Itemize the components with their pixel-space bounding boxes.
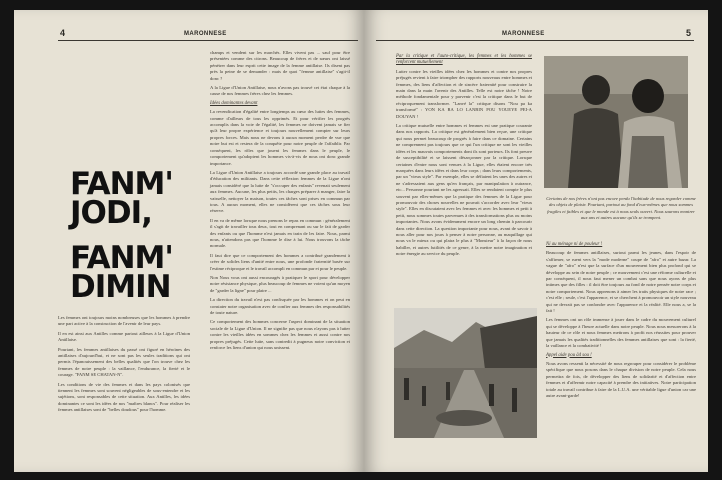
running-head-left: MARONNESE	[184, 31, 227, 37]
subheading: Appel aide pou â4 sou !	[546, 352, 592, 358]
right-page	[364, 10, 708, 472]
paragraph: Les femmes ont un rôle immense à jouer dans le cadre du mouvement culturel qui se développe à l'heure actuelle dans notre peuple. Nous nous mesurerons à la hauteur de ce rôle et nous femmes mettrons à profit nos réussites pour prouver que jamais les qualités traditionnelles des femmes antillaises que sont : la fierté, la vaillance et la combativité !	[546, 317, 696, 349]
header-rule-left	[58, 40, 358, 41]
street-scene-image	[394, 308, 537, 438]
paragraph: Beaucoup de femmes antillaises, surtout parmi les jeunes, dans l'espoir de s'affirmer, se ruent vers la "mode moderne" coupe de "afro" et autre bazar. La vague de "afro" n'est que la surface d'un mouvement bien plus profond qui se développe au sein de notre peuple ; ce mouvement c'est une réforme culturelle et par conséquent, il nous faut mener un combat sans que nous ayons de plus intimes que des filles : il doit être toujours au fond de notre pensée notre corps et notre comportement. Nous apprenons à aimer les traits physiques de notre race ; c'est elle ; seule, c'est l'apparence, et se cherchent à promouvoir un style nouveau qui ne devrait pas se confondre avec l'apparence et la réalité. Elle nous a, se la fait !	[546, 250, 696, 314]
left-page	[14, 10, 364, 472]
right-column-1	[396, 54, 532, 261]
portrait-image	[544, 56, 688, 188]
paragraph: A la Ligue d'Union Antillaise, nous n'avons pas trouvé cet état chaque à la cause de nos femmes frères chez les femmes.	[210, 85, 350, 97]
paragraph: Nous avons ressenti la nécessité de nous regrouper pour considérer le problème spécifique que nous posons dans le chaque division de notre peuple. Cela nous permettra de fois, de développer des liens de solidarité et d'affection entre femmes et d'affermir notre capacité à prendre des initiatives. Notre participation totale au travail contribue à faire de la L.U.A. une véritable ligue d'union car une autre avant-garde!	[546, 360, 696, 398]
header-rule-right	[376, 40, 694, 41]
paragraph: Non Nous vous ont aussi encouragés à pratiquer le sport pour développer notre résistance physique, plus beaucoup de femmes ne voient qu'un moyen de "garder la ligne" pour plaire ...	[210, 275, 350, 293]
paragraph: Les femmes ont toujours moins nombreuses que les hommes à prendre une part active à la construction de l'avenir de leur pays.	[58, 315, 190, 327]
left-column-1	[58, 315, 190, 417]
paragraph: La direction du travail n'est pas confisquée par les hommes et on peut en constater notre organisation avec de confier aux femmes des responsabilités de toute nature.	[210, 297, 350, 316]
subheading: Idées dominantes devant	[210, 100, 258, 106]
page-number-left: 4	[60, 28, 66, 38]
headline-line-2: JODI,	[70, 195, 152, 231]
paragraph: Il faut dire que ce comportement des hommes a contribué grandement à créer de solides liens d'unité entre nous, une profonde fraternité basée sur l'estime réciproque et le travail accompli en commun par et pour le peuple.	[210, 252, 350, 271]
street-market-photo	[394, 308, 537, 438]
right-column-2	[546, 242, 696, 402]
paragraph: Lutter contre les vieilles idées chez les hommes et contre nos propres préjugés revient à faire triompher des rapports nouveaux entre hommes et femmes, des liens d'affection et de sincère fraternité pour construire la main dans la main l'avenir des Antilles. Telle est notre tâche ! Notre méthode fondamentale pour y parvenir c'est la critique dans le but de réciproquement transformer. "Lanvé la" critique disons "Nou pa ka transformé" : YON KA RA LO LANBIN POU YOUEYE PEI-A DOUYAN !	[396, 68, 532, 119]
subheading: Ni au ménage ni de pouleur !	[546, 242, 603, 247]
two-women-photo	[544, 56, 688, 188]
headline-line-1: FANM'	[70, 166, 173, 202]
page-number-right: 5	[686, 28, 692, 38]
paragraph: La critique mutuelle entre hommes et femmes est une pratique courante dans nos rapports. La critique est généralement bien reçue, une critique qui nous permet beaucoup de progrès à faire dans ce domaine. Certains ne comprennent pas toujours que ce qui l'un critique ne sont les vieilles idées et les mauvais comportements dont ils sont porteurs. Ils font preuve de susceptibilité et se laissent désarçonner par la critique. Lorsque certaines d'entre nous sont venues à la Ligue, elles étaient encore très marquées dans leurs idées et dans leur corps ; dans leurs comportements, par un "vieux style". Par exemple, elles se défiaient les unes des autres et ne s'adressaient aux gens qu'en français, par manipulation à outrance, etc... Personne pourtant ne les agressait. Elles se rendaient compte le plus souvent par elles-mêmes que la pratique des femmes de la Ligue pour promouvoir des choses nouvelles ne pouvait s'accorder avec leur "vieux style". Elles en discutaient avec les femmes et avec les hommes et petit à petit, nous sommes toutes parvenues à des transformations plus ou moins importantes. Nous avons évidemment encore un long chemin à parcourir dans cette direction. La question importante pour nous, avant de savoir à nous aller pour nos jours à penser à notre personne, au maquillage qui nous va le mieux ou qui plaira le plus à "Monsieur" à la façon de nous habiller, et autres futilités de ce genre, à la mettre notre imagination et notre énergie au service du peuple.	[396, 123, 532, 257]
paragraph: Pourtant, les femmes antillaises du passé ont figuré en héroïnes des antillaises d'aujourd'hui, et ne sont pas les seules traditions qui ont permis l'épanouissement des belles qualités que l'on trouve chez les femmes de notre peuple : la vaillance, l'endurance, la fierté et le courage. "FANM SE CHATAN-N".	[58, 346, 190, 378]
headline	[70, 166, 190, 305]
paragraph: Ce comportement des hommes concerne l'aspect dominant de la situation sociale de la Ligue d'Union. Il ne signifie pas que nous n'ayons pas à lutter contre les vieilles idées en sommes chez les femmes et aussi contre nos propres préjugés. Cette lutte, sans contredit à pugneux notre conviction et renforce les liens d'union qui nous unissent.	[210, 319, 350, 351]
running-head-right: MARONNESE	[502, 31, 545, 37]
magazine-spread	[14, 10, 708, 472]
subheading: Par la critique et l'auto-critique, les femmes et les hommes se renforcent mutuellement	[396, 54, 532, 66]
headline-line-4: DIMIN	[70, 269, 171, 305]
paragraph: Les conditions de vie des femmes et dans les pays colonisés que tiennent les femmes sont souvent négligeables de sous-entendre et les sujétions, sont responsables de cette situation. Aux Antilles, les idées dominantes ce sont les idées de nos "maîtres blancs". Pour réaliser les femmes antillaises sont de "belles doudous" pour l'homme.	[58, 381, 190, 413]
paragraph: Il en va de même lorsque nous prenons le repas en commun : généralement il s'agit de travailler tous deux, tout en comprenant ou sur le fait de garder des enfants ou que l'homme n'est jamais en train de les faire. Nous, parmi nous, n'attendons pas que l'homme le dise à lui. Nous trouvons la tâche normale.	[210, 217, 350, 249]
photo-caption: Certains de nos frères n'ont pas encore perdu l'habitude de nous regarder comme des objets de plaisir. Pourtant, partout au fond d'eux-mêmes que nous sommes fragiles et faibles et que le monde est à nous seuls ouvert. Nous saurons montrer aux uns et autres aucune qu'ils se trompent.	[546, 196, 696, 221]
paragraph: La revendication d'égalité entre longtemps au cœur des luttes des femmes, comme d'ailleurs de tous les opprimés. Et pour vérifier les progrès accomplis dans la voie de l'égalité, les femmes ne doivent jamais se fier qu'à leur propre expérience et toujours nouvellement compter sur leurs propres forces. Mais nous ne devons à aucun moment perdre de vue que notre but est et restera de la conquête pour notre peuple de l'affaiblir. Par conséquent, les rôles que jouent les femmes dans le peuple, le comportement qu'adoptent les hommes vis-à-vis de nous ont donc grande importance.	[210, 109, 350, 166]
paragraph: champs et vendent sur les marchés. Elles vivent pas ... sauf pour être présentées comme des citrons. Beaucoup de frères et de sœurs ont laissé pénétrer dans leur esprit cette image de la femme antillaise. Ils disent pas près la peine de se demander : mais de quoi "femme antillaise" s'agit-il donc ?	[210, 50, 350, 81]
paragraph: La Ligue d'Union Antillaise a toujours accordé une grande place au travail d'éducation des militants. Dans cette réflexion femmes de la Ligue n'ont jamais considéré que la lutte de "s'occuper des enfants" revenait seulement aux femmes. Aucune, les plus petits, les charges préparer à manger, faire la vaisselle, nettoyer la maison, toutes ces tâches sont prises en commun par tous. A aucun moment, elles ne considèrent que ces tâches sous leur réserve.	[210, 169, 350, 214]
paragraph: Il en est ainsi aux Antilles comme partout ailleurs à la Ligue d'Union Antillaise.	[58, 330, 190, 343]
headline-line-3: FANM'	[70, 240, 173, 276]
left-column-2	[210, 50, 350, 354]
